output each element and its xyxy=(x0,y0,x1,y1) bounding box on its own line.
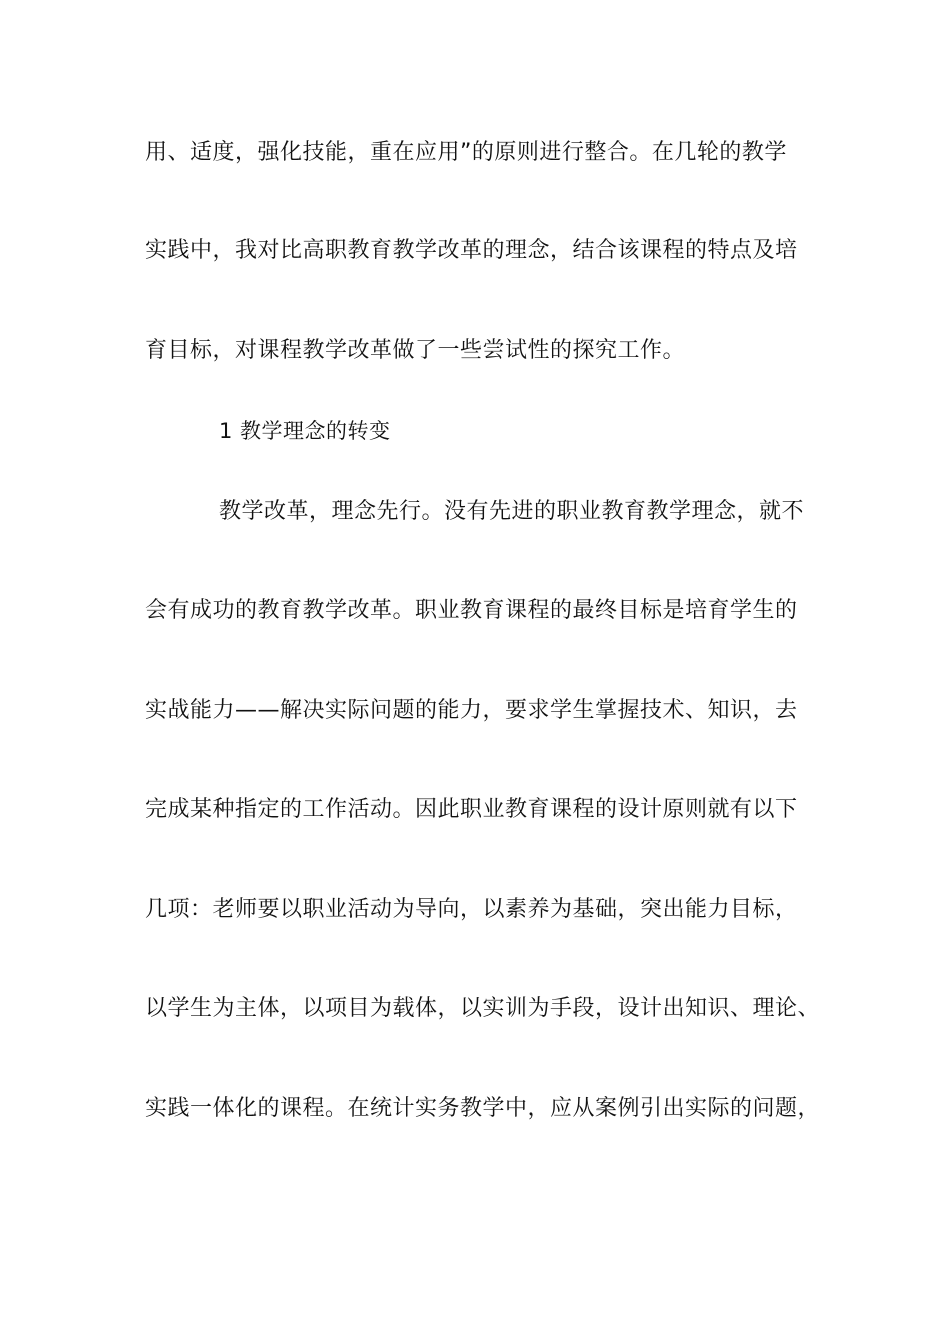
paragraph-line: 会有成功的教育教学改革。职业教育课程的最终目标是培育学生的 xyxy=(145,598,798,623)
paragraph-line: 实战能力——解决实际问题的能力，要求学生掌握技术、知识，去 xyxy=(145,698,798,723)
paragraph-line: 实践中，我对比高职教育教学改革的理念，结合该课程的特点及培 xyxy=(145,238,798,263)
paragraph-line: 教学改革，理念先行。没有先进的职业教育教学理念，就不 xyxy=(219,499,805,524)
section-heading: 1 教学理念的转变 xyxy=(219,419,391,443)
paragraph-line: 用、适度，强化技能，重在应用”的原则进行整合。在几轮的教学 xyxy=(145,140,787,165)
paragraph-line: 几项：老师要以职业活动为导向，以素养为基础，突出能力目标， xyxy=(145,897,798,922)
paragraph-line: 育目标，对课程教学改革做了一些尝试性的探究工作。 xyxy=(145,338,686,363)
paragraph-line: 完成某种指定的工作活动。因此职业教育课程的设计原则就有以下 xyxy=(145,797,798,822)
paragraph-line: 实践一体化的课程。在统计实务教学中，应从案例引出实际的问题， xyxy=(145,1096,821,1121)
paragraph-line: 以学生为主体，以项目为载体，以实训为手段，设计出知识、理论、 xyxy=(145,996,821,1021)
